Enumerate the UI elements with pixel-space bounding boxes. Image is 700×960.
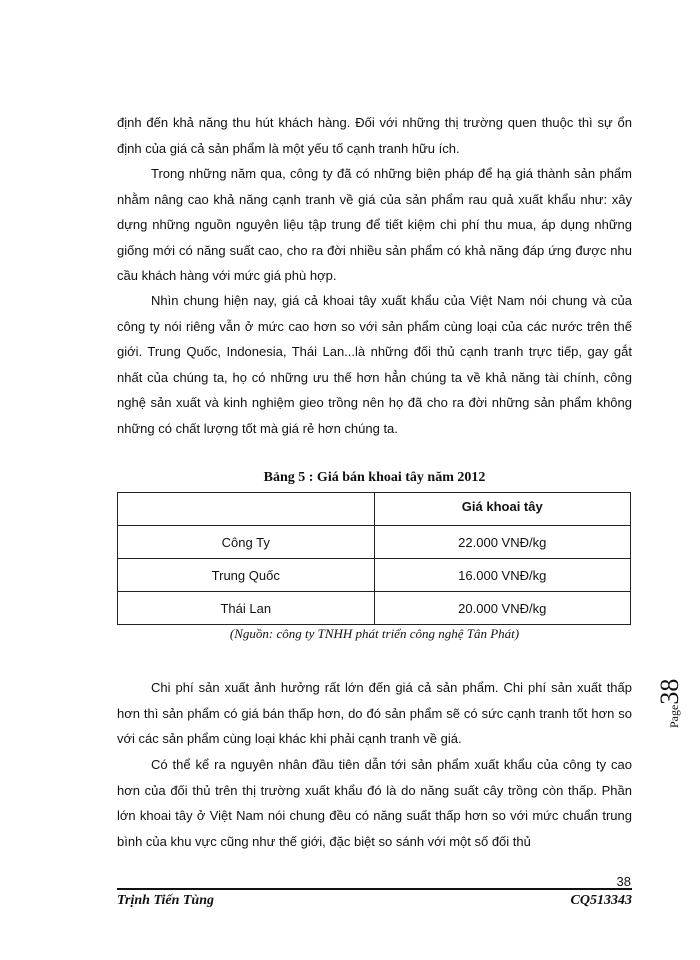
- side-page-number: 38: [655, 678, 684, 705]
- table-row: [118, 526, 631, 559]
- table-header-cell: [118, 493, 375, 526]
- table-row: [118, 592, 631, 625]
- table-cell-price: 22.000 VNĐ/kg: [374, 526, 631, 559]
- paragraph-3: Nhìn chung hiện nay, giá cả khoai tây xuất khẩu của Việt Nam nói chung và của công ty nói riêng vẫn ở mức cao hơn so với sản phẩm cùng loại của các nước trên thế giới. Trung Quốc, Indonesia, Thái Lan...là những đối thủ cạnh tranh trực tiếp, gay gắt nhất của chúng ta, họ có những ưu thế hơn hẳn chúng ta về khả năng tài chính, công nghệ sản xuất và kinh nghiệm gieo trồng nên họ đã cho ra đời những sản phẩm không những có chất lượng tốt mà giá rẻ hơn chúng ta.: [117, 293, 632, 436]
- footer-divider: [117, 888, 632, 890]
- footer-author: Trịnh Tiến Tùng: [117, 893, 214, 908]
- table-cell-price: 20.000 VNĐ/kg: [374, 592, 631, 625]
- table-source: (Nguồn: công ty TNHH phát triển công nghệ Tân Phát): [229, 626, 520, 641]
- side-page-marker: [655, 668, 685, 728]
- table-header-row: [118, 493, 631, 526]
- footer-code: CQ513343: [570, 893, 632, 908]
- table-cell-country: Thái Lan: [118, 592, 375, 625]
- paragraph-2: Trong những năm qua, công ty đã có những biện pháp để hạ giá thành sản phẩm nhằm nâng cao khả năng cạnh tranh về giá của sản phẩm rau quả xuất khẩu như: xây dựng những nguồn nguyên liệu tập trung để tiết kiệm chi phí thu mua, áp dụng những giống mới có năng suất cao, cho ra đời nhiều sản phẩm có khả năng đáp ứng được nhu cầu khách hàng với mức giá phù hợp.: [117, 166, 632, 283]
- side-page-label: Page: [667, 704, 681, 728]
- table-caption: Bảng 5 : Giá bán khoai tây năm 2012: [263, 470, 486, 485]
- page-number: 38: [616, 874, 631, 889]
- paragraph-4: Chi phí sản xuất ảnh hưởng rất lớn đến giá cả sản phẩm. Chi phí sản xuất thấp hơn thì sản phẩm có giá bán thấp hơn, do đó sản phẩm sẽ có sức cạnh tranh tốt hơn so với các sản phẩm cùng loại khác khi phải cạnh tranh về giá.: [117, 680, 632, 746]
- paragraph-1: định đến khả năng thu hút khách hàng. Đối với những thị trường quen thuộc thì sự ổn định của giá cả sản phẩm là một yếu tố cạnh tranh hữu ích.: [117, 115, 632, 156]
- table-cell-country: Công Ty: [118, 526, 375, 559]
- table-row: [118, 559, 631, 592]
- table-cell-country: Trung Quốc: [118, 559, 375, 592]
- paragraph-5: Có thể kể ra nguyên nhân đầu tiên dẫn tới sản phẩm xuất khẩu của công ty cao hơn của đối thủ trên thị trường xuất khẩu đó là do năng suất cây trồng còn thấp. Phần lớn khoai tây ở Việt Nam nói chung đều có năng suất thấp hơn so với mức chuẩn trung bình của khu vực cũng như thế giới, đặc biệt so sánh với một số đối thủ: [117, 757, 632, 849]
- price-table: [117, 492, 631, 625]
- table-cell-price: 16.000 VNĐ/kg: [374, 559, 631, 592]
- table-header-cell: Giá khoai tây: [374, 493, 631, 526]
